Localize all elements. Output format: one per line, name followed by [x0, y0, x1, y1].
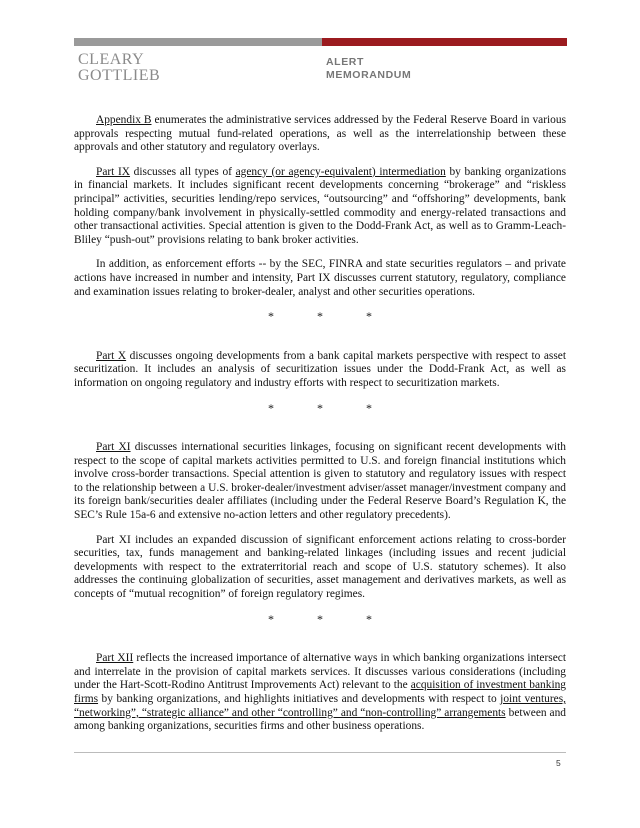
link-part-xii[interactable]: Part XII	[96, 652, 134, 665]
paragraph-part-x	[74, 350, 566, 391]
paragraph-text: by banking organizations in financial markets. It includes significant recent developments concerning “brokerage” and “riskless principal” activities, securities lending/repo services, “outsourcing” and “offshoring” developments, bank holding company/bank involvement in physically-settled commodity and energy-related transactions and other transactional activities. Special attention is given to the Dodd-Frank Act, as well as to Gramm-Leach-Bliley “push-out” provisions relating to bank broker activities.	[74, 165, 567, 246]
alert-line-2: MEMORANDUM	[326, 69, 412, 81]
paragraph-text: between and among banking organizations, securities firms and other business operations.	[74, 706, 567, 733]
paragraph-text: reflects the increased importance of alternative ways in which banking organizations intersect and interrelate in the provision of capital markets services. It discusses various considerations (including under the Hart-Scott-Rodino Antitrust Improvements Act) relevant to the	[74, 652, 566, 692]
section-separator: * * *	[268, 611, 372, 626]
alert-memorandum-label	[326, 56, 411, 82]
link-part-ix[interactable]: Part IX	[96, 165, 131, 178]
paragraph-text: discusses international securities linkages, focusing on significant recent developments with respect to the scope of capital markets activities permitted to U.S. and foreign financial institutions which involve cross-border transactions. Special attention is given to statutory and regulatory issues with respect to the relationship between a U.S. broker-dealer/investment adviser/asset manager/investment company and its foreign bank/securities dealer affiliates (including under the Federal Reserve Board’s Regulation K, the SEC’s Rule 15a-6 and extensive no-action letters and other regulatory precedents).	[74, 441, 566, 522]
header-red-bar	[322, 38, 567, 46]
paragraph-text: discusses all types of	[130, 165, 236, 178]
paragraph-part-xi-enforcement: Part XI includes an expanded discussion of significant enforcement actions relating to cross-border securities, tax, funds management and banking-related linkages (including issues and recent judicial developments with respect to the extraterritorial reach and scope of U.S. statutory schemes). It also addresses the continuing globalization of securities, asset management and derivatives markets, as well as concepts of “mutual recognition” of foreign regulatory regimes.	[74, 533, 566, 601]
paragraph-text: enumerates the administrative services addressed by the Federal Reserve Board in various approvals respecting mutual fund-related operations, as well as the interrelationship between these approvals and other statutory and regulatory overlays.	[74, 114, 567, 154]
firm-logo	[78, 52, 160, 84]
link-part-xi[interactable]: Part XI	[96, 441, 131, 454]
link-part-x[interactable]: Part X	[96, 349, 127, 362]
link-agency-intermediation[interactable]: agency (or agency-equivalent) intermediation	[235, 165, 446, 178]
link-joint-ventures[interactable]: joint ventures, “networking”, “strategic alliance” and other “controlling” and “non-controlling” arrangements	[74, 693, 566, 719]
paragraph-appendix-b	[74, 114, 566, 155]
paragraph-text: discusses ongoing developments from a bank capital markets perspective with respect to asset securitization. It includes an analysis of securitization issues under the Dodd-Frank Act, as well as information on ongoing regulatory and industry efforts with respect to securitization markets.	[74, 349, 566, 389]
document-body	[74, 114, 566, 745]
footer-divider	[74, 752, 566, 753]
logo-line-2: GOTTLIEB	[78, 67, 161, 84]
logo-line-1: CLEARY	[78, 51, 145, 68]
link-acquisition-investment-banking[interactable]: acquisition of investment banking firms	[74, 679, 567, 705]
paragraph-enforcement: In addition, as enforcement efforts -- by the SEC, FINRA and state securities regulators – and private actions have increased in number and intensity, Part IX discusses current statutory, regulatory, compliance and examination issues relating to broker-dealer, analyst and other securities operations.	[74, 258, 566, 298]
section-separator: * * *	[268, 400, 372, 415]
paragraph-part-xii	[74, 652, 566, 734]
section-separator: * * *	[268, 309, 372, 324]
paragraph-text: by banking organizations, and highlights initiatives and developments with respect to	[98, 693, 501, 705]
link-appendix-b[interactable]: Appendix B	[96, 114, 152, 126]
page-number: 5	[556, 758, 561, 768]
alert-line-1: ALERT	[326, 56, 364, 68]
paragraph-part-xi	[74, 441, 566, 523]
header-gray-bar	[74, 38, 322, 46]
paragraph-part-ix	[74, 166, 566, 248]
